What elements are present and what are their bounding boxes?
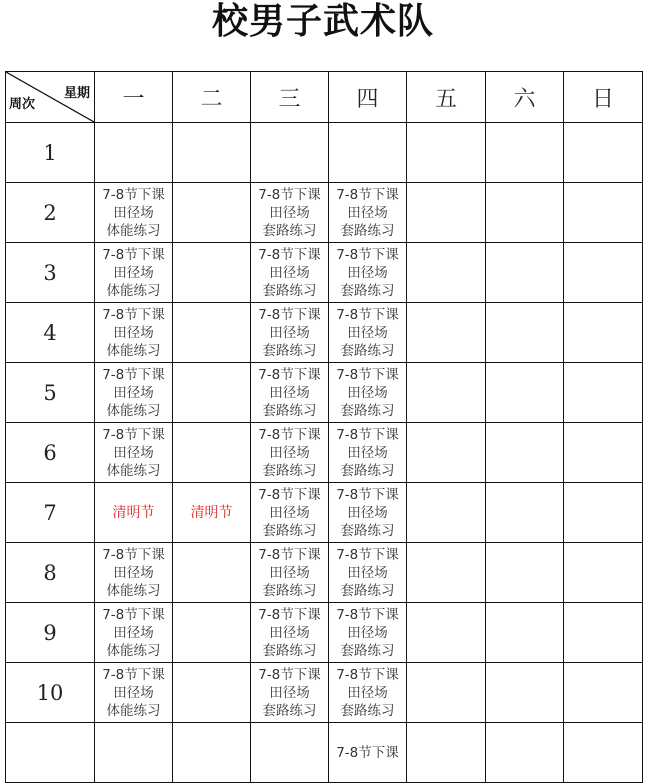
schedule-cell bbox=[173, 543, 251, 603]
cell-text-line: 田径场 bbox=[113, 324, 154, 341]
schedule-cell bbox=[564, 423, 643, 483]
day-header-6: 六 bbox=[486, 72, 564, 123]
schedule-cell bbox=[564, 723, 643, 783]
cell-text-line: 田径场 bbox=[269, 324, 310, 341]
week-number-cell: 5 bbox=[6, 363, 95, 423]
cell-text-line: 7-8节下课 bbox=[102, 606, 165, 623]
schedule-cell bbox=[564, 183, 643, 243]
cell-text-line: 7-8节下课 bbox=[336, 306, 399, 323]
cell-text-line: 套路练习 bbox=[340, 522, 395, 539]
schedule-cell bbox=[329, 303, 407, 363]
table-row bbox=[6, 603, 643, 663]
schedule-table bbox=[5, 71, 643, 783]
week-number-cell: 10 bbox=[6, 663, 95, 723]
schedule-cell bbox=[173, 723, 251, 783]
cell-text-line: 7-8节下课 bbox=[102, 366, 165, 383]
cell-text-line: 田径场 bbox=[347, 324, 388, 341]
cell-text-line: 田径场 bbox=[269, 204, 310, 221]
week-axis-label: 周次 bbox=[9, 97, 36, 112]
corner-header-cell bbox=[6, 72, 95, 123]
cell-text-line: 7-8节下课 bbox=[258, 366, 321, 383]
cell-text-line: 7-8节下课 bbox=[258, 546, 321, 563]
cell-text-line: 清明节 bbox=[190, 504, 233, 521]
cell-text-line: 套路练习 bbox=[262, 642, 317, 659]
cell-text-line: 体能练习 bbox=[106, 342, 161, 359]
schedule-body bbox=[6, 123, 643, 783]
schedule-cell bbox=[486, 603, 564, 663]
schedule-cell bbox=[173, 363, 251, 423]
schedule-cell bbox=[486, 543, 564, 603]
schedule-cell bbox=[329, 423, 407, 483]
cell-text-line: 田径场 bbox=[269, 504, 310, 521]
schedule-cell bbox=[173, 663, 251, 723]
cell-text-line: 7-8节下课 bbox=[102, 246, 165, 263]
table-row bbox=[6, 303, 643, 363]
table-row bbox=[6, 663, 643, 723]
cell-text-line: 套路练习 bbox=[340, 702, 395, 719]
day-header-7: 日 bbox=[564, 72, 643, 123]
schedule-cell bbox=[407, 423, 486, 483]
schedule-cell bbox=[95, 303, 173, 363]
cell-text-line: 7-8节下课 bbox=[336, 426, 399, 443]
day-header-4: 四 bbox=[329, 72, 407, 123]
table-row bbox=[6, 123, 643, 183]
cell-text-line: 7-8节下课 bbox=[258, 486, 321, 503]
header-row bbox=[6, 72, 643, 123]
cell-text-line: 7-8节下课 bbox=[258, 186, 321, 203]
cell-text-line: 田径场 bbox=[113, 384, 154, 401]
cell-text-line: 套路练习 bbox=[262, 402, 317, 419]
cell-text-line: 套路练习 bbox=[340, 342, 395, 359]
table-row bbox=[6, 243, 643, 303]
table-row bbox=[6, 423, 643, 483]
schedule-cell bbox=[486, 183, 564, 243]
cell-text-line: 体能练习 bbox=[106, 582, 161, 599]
schedule-cell bbox=[251, 303, 329, 363]
day-header-2: 二 bbox=[173, 72, 251, 123]
cell-text-line: 7-8节下课 bbox=[336, 666, 399, 683]
schedule-cell bbox=[486, 363, 564, 423]
schedule-cell bbox=[407, 663, 486, 723]
cell-text-line: 7-8节下课 bbox=[102, 306, 165, 323]
cell-text-line: 套路练习 bbox=[340, 222, 395, 239]
schedule-cell bbox=[95, 723, 173, 783]
cell-text-line: 7-8节下课 bbox=[102, 186, 165, 203]
schedule-cell bbox=[486, 243, 564, 303]
cell-text-line: 体能练习 bbox=[106, 702, 161, 719]
cell-text-line: 田径场 bbox=[269, 444, 310, 461]
schedule-cell bbox=[95, 423, 173, 483]
page-title: 校男子武术队 bbox=[211, 1, 434, 42]
schedule-cell bbox=[407, 303, 486, 363]
cell-text-line: 7-8节下课 bbox=[336, 546, 399, 563]
schedule-cell bbox=[564, 243, 643, 303]
table-row bbox=[6, 183, 643, 243]
cell-text-line: 田径场 bbox=[347, 504, 388, 521]
table-row bbox=[6, 483, 643, 543]
schedule-cell bbox=[407, 543, 486, 603]
schedule-cell bbox=[564, 543, 643, 603]
schedule-cell bbox=[564, 483, 643, 543]
holiday-cell bbox=[95, 483, 173, 543]
cell-text-line: 7-8节下课 bbox=[102, 666, 165, 683]
schedule-cell bbox=[329, 363, 407, 423]
cell-text-line: 套路练习 bbox=[340, 462, 395, 479]
week-number-cell: 6 bbox=[6, 423, 95, 483]
table-row bbox=[6, 543, 643, 603]
cell-text-line: 套路练习 bbox=[340, 642, 395, 659]
schedule-cell bbox=[173, 243, 251, 303]
schedule-cell bbox=[407, 123, 486, 183]
schedule-cell bbox=[173, 123, 251, 183]
cell-text-line: 套路练习 bbox=[262, 342, 317, 359]
week-number-cell: 4 bbox=[6, 303, 95, 363]
week-number-cell: 3 bbox=[6, 243, 95, 303]
cell-text-line: 体能练习 bbox=[106, 462, 161, 479]
schedule-cell bbox=[95, 543, 173, 603]
schedule-cell bbox=[329, 123, 407, 183]
cell-text-line: 田径场 bbox=[269, 384, 310, 401]
cell-text-line: 7-8节下课 bbox=[258, 606, 321, 623]
schedule-cell bbox=[251, 243, 329, 303]
schedule-cell bbox=[251, 483, 329, 543]
cell-text-line: 7-8节下课 bbox=[102, 546, 165, 563]
week-number-cell: 1 bbox=[6, 123, 95, 183]
day-header-3: 三 bbox=[251, 72, 329, 123]
cell-text-line: 体能练习 bbox=[106, 222, 161, 239]
schedule-cell bbox=[564, 663, 643, 723]
schedule-cell bbox=[251, 183, 329, 243]
cell-text-line: 田径场 bbox=[347, 444, 388, 461]
schedule-cell bbox=[329, 543, 407, 603]
schedule-cell bbox=[173, 423, 251, 483]
cell-text-line: 套路练习 bbox=[262, 462, 317, 479]
schedule-cell bbox=[407, 243, 486, 303]
schedule-cell bbox=[564, 303, 643, 363]
cell-text-line: 田径场 bbox=[113, 624, 154, 641]
cell-text-line: 体能练习 bbox=[106, 282, 161, 299]
schedule-cell bbox=[173, 183, 251, 243]
cell-text-line: 7-8节下课 bbox=[258, 426, 321, 443]
cell-text-line: 田径场 bbox=[347, 204, 388, 221]
schedule-cell bbox=[329, 603, 407, 663]
cell-text-line: 田径场 bbox=[113, 564, 154, 581]
cell-text-line: 田径场 bbox=[347, 564, 388, 581]
cell-text-line: 田径场 bbox=[269, 624, 310, 641]
cell-text-line: 7-8节下课 bbox=[336, 186, 399, 203]
schedule-cell bbox=[329, 243, 407, 303]
holiday-cell bbox=[173, 483, 251, 543]
cell-text-line: 7-8节下课 bbox=[258, 246, 321, 263]
schedule-cell bbox=[95, 123, 173, 183]
cell-text-line: 体能练习 bbox=[106, 642, 161, 659]
cell-text-line: 田径场 bbox=[269, 684, 310, 701]
cell-text-line: 7-8节下课 bbox=[258, 666, 321, 683]
schedule-cell bbox=[407, 603, 486, 663]
schedule-cell bbox=[407, 363, 486, 423]
schedule-cell bbox=[486, 483, 564, 543]
schedule-cell bbox=[251, 123, 329, 183]
schedule-cell bbox=[95, 363, 173, 423]
schedule-cell bbox=[329, 483, 407, 543]
schedule-cell bbox=[251, 423, 329, 483]
schedule-cell bbox=[173, 603, 251, 663]
cell-text-line: 套路练习 bbox=[262, 282, 317, 299]
cell-text-line: 田径场 bbox=[347, 264, 388, 281]
schedule-cell bbox=[564, 603, 643, 663]
schedule-cell bbox=[95, 663, 173, 723]
cell-text-line: 7-8节下课 bbox=[336, 366, 399, 383]
schedule-cell bbox=[251, 543, 329, 603]
cell-text-line: 7-8节下课 bbox=[336, 486, 399, 503]
schedule-cell bbox=[486, 723, 564, 783]
cell-text-line: 田径场 bbox=[347, 684, 388, 701]
week-number-cell: 9 bbox=[6, 603, 95, 663]
schedule-cell bbox=[564, 123, 643, 183]
schedule-cell bbox=[95, 183, 173, 243]
cell-text-line: 套路练习 bbox=[262, 582, 317, 599]
schedule-cell bbox=[407, 483, 486, 543]
cell-text-line: 田径场 bbox=[113, 444, 154, 461]
cell-text-line: 套路练习 bbox=[340, 282, 395, 299]
cell-text-line: 7-8节下课 bbox=[102, 426, 165, 443]
cell-text-line: 7-8节下课 bbox=[336, 744, 399, 761]
schedule-cell bbox=[486, 423, 564, 483]
cell-text-line: 田径场 bbox=[347, 384, 388, 401]
week-number-cell: 8 bbox=[6, 543, 95, 603]
schedule-cell bbox=[251, 663, 329, 723]
schedule-cell bbox=[251, 723, 329, 783]
cell-text-line: 套路练习 bbox=[340, 582, 395, 599]
weekday-axis-label: 星期 bbox=[63, 86, 90, 101]
cell-text-line: 7-8节下课 bbox=[336, 246, 399, 263]
cell-text-line: 田径场 bbox=[269, 564, 310, 581]
cell-text-line: 田径场 bbox=[269, 264, 310, 281]
cell-text-line: 体能练习 bbox=[106, 402, 161, 419]
cell-text-line: 套路练习 bbox=[262, 522, 317, 539]
schedule-cell bbox=[407, 183, 486, 243]
day-header-5: 五 bbox=[407, 72, 486, 123]
schedule-cell bbox=[329, 183, 407, 243]
cell-text-line: 套路练习 bbox=[262, 702, 317, 719]
cell-text-line: 7-8节下课 bbox=[336, 606, 399, 623]
week-number-cell: 2 bbox=[6, 183, 95, 243]
schedule-cell bbox=[486, 663, 564, 723]
schedule-cell bbox=[486, 303, 564, 363]
schedule-cell bbox=[95, 603, 173, 663]
week-number-cell: 7 bbox=[6, 483, 95, 543]
schedule-cell bbox=[564, 363, 643, 423]
schedule-cell bbox=[251, 603, 329, 663]
schedule-cell bbox=[407, 723, 486, 783]
cell-text-line: 7-8节下课 bbox=[258, 306, 321, 323]
cell-text-line: 套路练习 bbox=[340, 402, 395, 419]
schedule-cell bbox=[95, 243, 173, 303]
cell-text-line: 套路练习 bbox=[262, 222, 317, 239]
schedule-cell bbox=[329, 663, 407, 723]
table-row bbox=[6, 363, 643, 423]
schedule-cell bbox=[486, 123, 564, 183]
day-header-1: 一 bbox=[95, 72, 173, 123]
cell-text-line: 田径场 bbox=[113, 684, 154, 701]
table-row bbox=[6, 723, 643, 783]
schedule-cell bbox=[173, 303, 251, 363]
cell-text-line: 田径场 bbox=[113, 264, 154, 281]
cell-text-line: 清明节 bbox=[112, 504, 155, 521]
schedule-cell bbox=[329, 723, 407, 783]
schedule-cell bbox=[251, 363, 329, 423]
cell-text-line: 田径场 bbox=[347, 624, 388, 641]
cell-text-line: 田径场 bbox=[113, 204, 154, 221]
week-number-cell bbox=[6, 723, 95, 783]
